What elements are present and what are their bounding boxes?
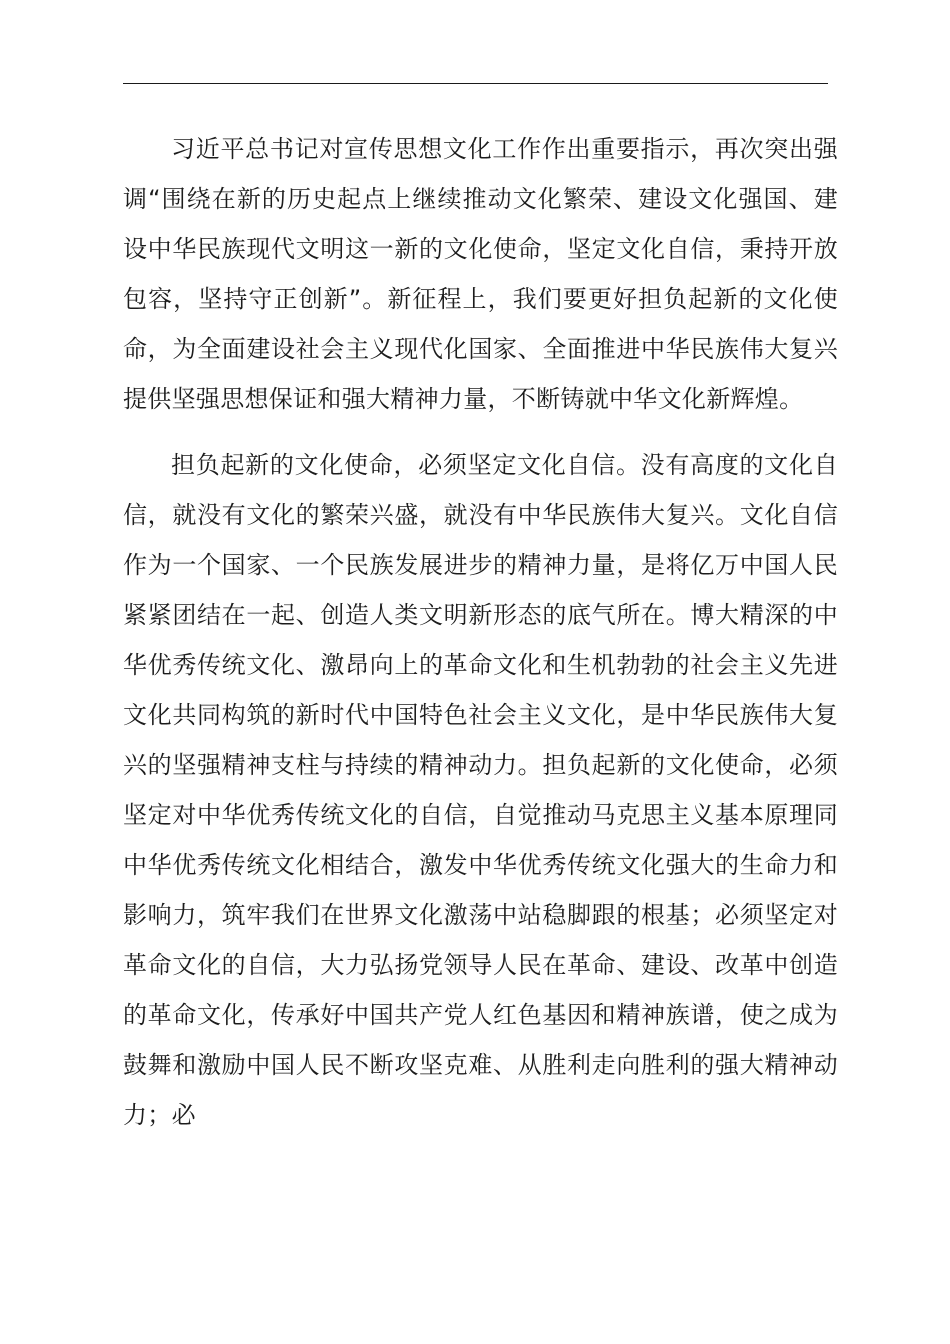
paragraph-1: 习近平总书记对宣传思想文化工作作出重要指示，再次突出强调“围绕在新的历史起点上继续推动文化繁荣、建设文化强国、建设中华民族现代文明这一新的文化使命，坚定文化自信，秉持开放包容，坚持守正创新”。新征程上，我们要更好担负起新的文化使命，为全面建设社会主义现代化国家、全面推进中华民族伟大复兴提供坚强思想保证和强大精神力量，不断铸就中华文化新辉煌。	[123, 135, 838, 413]
paragraph-2: 担负起新的文化使命，必须坚定文化自信。没有高度的文化自信，就没有文化的繁荣兴盛，就没有中华民族伟大复兴。文化自信作为一个国家、一个民族发展进步的精神力量，是将亿万中国人民紧紧团结在一起、创造人类文明新形态的底气所在。博大精深的中华优秀传统文化、激昂向上的革命文化和生机勃勃的社会主义先进文化共同构筑的新时代中国特色社会主义文化，是中华民族伟大复兴的坚强精神支柱与持续的精神动力。担负起新的文化使命，必须坚定对中华优秀传统文化的自信，自觉推动马克思主义基本原理同中华优秀传统文化相结合，激发中华优秀传统文化强大的生命力和影响力，筑牢我们在世界文化激荡中站稳脚跟的根基；必须坚定对革命文化的自信，大力弘扬党领导人民在革命、建设、改革中创造的革命文化，传承好中国共产党人红色基因和精神族谱，使之成为鼓舞和激励中国人民不断攻坚克难、从胜利走向胜利的强大精神动力；必	[123, 451, 838, 1129]
document-body	[123, 124, 838, 1140]
header-rule	[123, 83, 828, 84]
